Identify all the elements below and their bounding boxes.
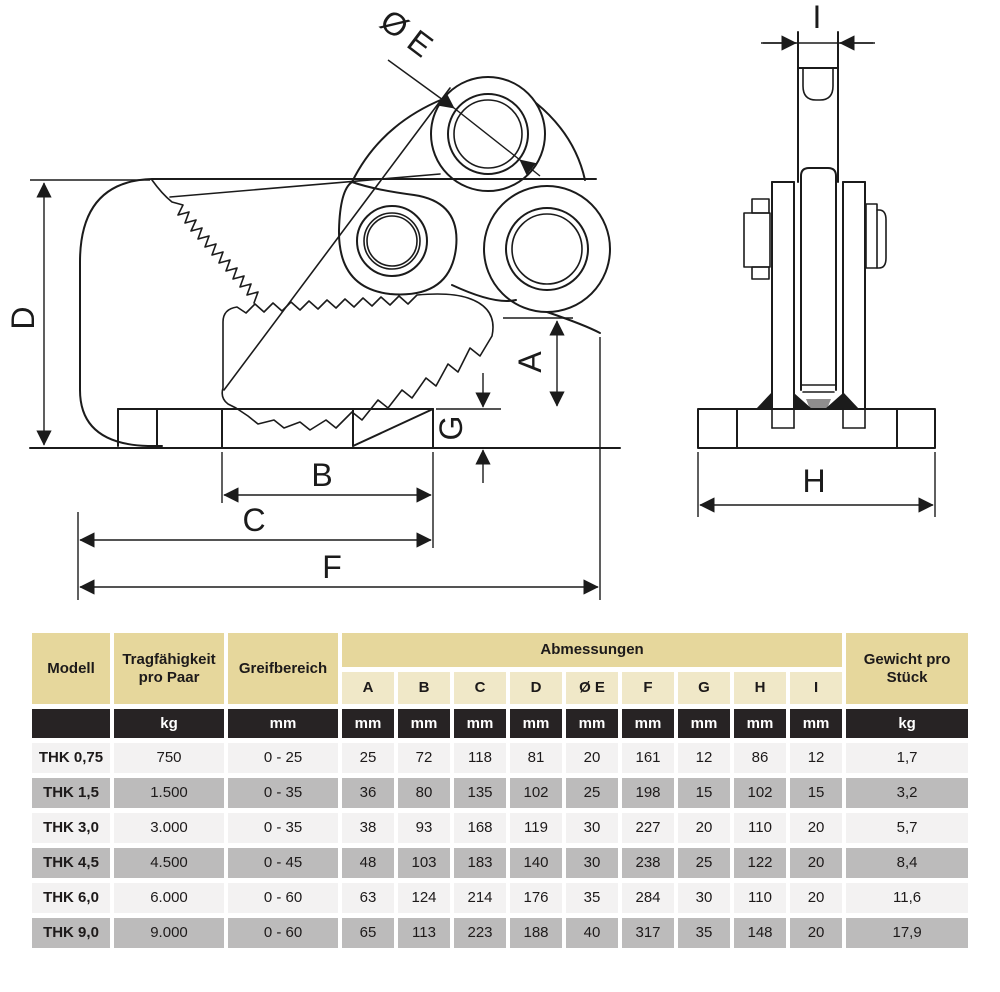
spec-table-body (32, 743, 968, 948)
model-cell: THK 1,5 (32, 778, 110, 808)
side-base (698, 409, 935, 448)
spec-table (28, 628, 972, 953)
dim-label-b: B (311, 457, 333, 493)
side-view (698, 0, 935, 517)
dim-header-cell: G (678, 672, 730, 704)
table-row (32, 778, 968, 808)
value-cell: 227 (622, 813, 674, 843)
cheek-plates (772, 182, 865, 409)
value-cell: 118 (454, 743, 506, 773)
dim-label-i: I (812, 0, 822, 35)
tension-strap-edge (224, 88, 450, 390)
value-cell: 198 (622, 778, 674, 808)
value-cell: 214 (454, 883, 506, 913)
value-cell: 80 (398, 778, 450, 808)
value-cell: 122 (734, 848, 786, 878)
value-cell: 223 (454, 918, 506, 948)
value-cell: 6.000 (114, 883, 224, 913)
dim-label-f: F (322, 549, 342, 585)
table-row (32, 848, 968, 878)
fixed-jaw-serration (152, 180, 258, 303)
value-cell: 124 (398, 883, 450, 913)
value-cell: 8,4 (846, 848, 968, 878)
value-cell: 176 (510, 883, 562, 913)
unit-cell: mm (510, 709, 562, 738)
value-cell: 3,2 (846, 778, 968, 808)
unit-cell: mm (398, 709, 450, 738)
unit-cell: mm (678, 709, 730, 738)
value-cell: 93 (398, 813, 450, 843)
value-cell: 20 (790, 848, 842, 878)
value-cell: 30 (566, 848, 618, 878)
value-cell: 750 (114, 743, 224, 773)
unit-cell: mm (734, 709, 786, 738)
base-plate (118, 409, 433, 448)
unit-cell (32, 709, 110, 738)
value-cell: 25 (342, 743, 394, 773)
value-cell: 36 (342, 778, 394, 808)
front-view (5, 2, 620, 600)
value-cell: 188 (510, 918, 562, 948)
model-cell: THK 3,0 (32, 813, 110, 843)
spec-table-head (32, 633, 968, 738)
table-row (32, 883, 968, 913)
value-cell: 0 - 45 (228, 848, 338, 878)
value-cell: 9.000 (114, 918, 224, 948)
unit-cell: mm (622, 709, 674, 738)
value-cell: 0 - 60 (228, 918, 338, 948)
dim-label-c: C (242, 502, 266, 538)
value-cell: 30 (566, 813, 618, 843)
unit-cell: mm (228, 709, 338, 738)
value-cell: 5,7 (846, 813, 968, 843)
value-cell: 12 (790, 743, 842, 773)
header-modell: Modell (32, 633, 110, 704)
value-cell: 20 (566, 743, 618, 773)
model-cell: THK 0,75 (32, 743, 110, 773)
value-cell: 38 (342, 813, 394, 843)
units-row (32, 709, 968, 738)
dim-label-h: H (802, 463, 826, 499)
table-row (32, 813, 968, 843)
right-hole-outer (506, 208, 588, 290)
value-cell: 103 (398, 848, 450, 878)
value-cell: 35 (678, 918, 730, 948)
value-cell: 0 - 25 (228, 743, 338, 773)
header-abmessungen: Abmessungen (342, 633, 842, 667)
value-cell: 135 (454, 778, 506, 808)
dim-header-cell: D (510, 672, 562, 704)
header-gewicht: Gewicht pro Stück (846, 633, 968, 704)
dim-label-oe: Ø E (373, 2, 440, 65)
center-plate (801, 168, 836, 390)
value-cell: 1,7 (846, 743, 968, 773)
value-cell: 102 (734, 778, 786, 808)
value-cell: 140 (510, 848, 562, 878)
table-row (32, 918, 968, 948)
dim-header-cell: B (398, 672, 450, 704)
right-lug-boss (484, 186, 610, 312)
value-cell: 1.500 (114, 778, 224, 808)
value-cell: 12 (678, 743, 730, 773)
dim-label-g: G (433, 415, 469, 441)
value-cell: 3.000 (114, 813, 224, 843)
arm-bridge (452, 285, 516, 301)
value-cell: 113 (398, 918, 450, 948)
model-cell: THK 9,0 (32, 918, 110, 948)
dim-header-cell: A (342, 672, 394, 704)
value-cell: 119 (510, 813, 562, 843)
dim-header-cell: C (454, 672, 506, 704)
value-cell: 25 (678, 848, 730, 878)
value-cell: 63 (342, 883, 394, 913)
value-cell: 0 - 35 (228, 778, 338, 808)
value-cell: 15 (790, 778, 842, 808)
arm-right-edge (536, 103, 585, 180)
dim-label-d: D (5, 306, 41, 330)
dim-header-cell: Ø E (566, 672, 618, 704)
value-cell: 20 (790, 918, 842, 948)
header-greifbereich: Greifbereich (228, 633, 338, 704)
table-row (32, 743, 968, 773)
value-cell: 48 (342, 848, 394, 878)
value-cell: 238 (622, 848, 674, 878)
unit-cell: mm (342, 709, 394, 738)
value-cell: 15 (678, 778, 730, 808)
value-cell: 110 (734, 883, 786, 913)
wedge-edge (353, 409, 433, 446)
value-cell: 17,9 (846, 918, 968, 948)
pivot-hole-mid (364, 213, 420, 269)
unit-cell: mm (566, 709, 618, 738)
weld-right-outer (843, 392, 859, 409)
dim-header-cell: F (622, 672, 674, 704)
arm-left-edge (352, 99, 443, 182)
lug-to-body (547, 312, 600, 333)
value-cell: 110 (734, 813, 786, 843)
value-cell: 25 (566, 778, 618, 808)
value-cell: 40 (566, 918, 618, 948)
unit-cell: kg (846, 709, 968, 738)
dim-header-cell: H (734, 672, 786, 704)
value-cell: 284 (622, 883, 674, 913)
dim-header-cell: I (790, 672, 842, 704)
model-cell: THK 4,5 (32, 848, 110, 878)
header-tragfaehigkeit: Tragfähigkeit pro Paar (114, 633, 224, 704)
value-cell: 65 (342, 918, 394, 948)
value-cell: 20 (790, 883, 842, 913)
side-dimensions (698, 0, 935, 517)
dim-label-a: A (512, 351, 548, 373)
weld-left-outer (756, 392, 772, 409)
unit-cell: kg (114, 709, 224, 738)
value-cell: 86 (734, 743, 786, 773)
unit-cell: mm (790, 709, 842, 738)
main-header-row (32, 633, 968, 667)
value-cell: 102 (510, 778, 562, 808)
value-cell: 4.500 (114, 848, 224, 878)
value-cell: 30 (678, 883, 730, 913)
unit-cell: mm (454, 709, 506, 738)
value-cell: 168 (454, 813, 506, 843)
value-cell: 35 (566, 883, 618, 913)
value-cell: 20 (790, 813, 842, 843)
value-cell: 81 (510, 743, 562, 773)
value-cell: 11,6 (846, 883, 968, 913)
value-cell: 72 (398, 743, 450, 773)
right-hole-inner (512, 214, 582, 284)
value-cell: 148 (734, 918, 786, 948)
eye-slot (803, 68, 833, 100)
model-cell: THK 6,0 (32, 883, 110, 913)
value-cell: 161 (622, 743, 674, 773)
pivot-hole-inner (367, 216, 417, 266)
value-cell: 20 (678, 813, 730, 843)
value-cell: 0 - 35 (228, 813, 338, 843)
value-cell: 0 - 60 (228, 883, 338, 913)
value-cell: 183 (454, 848, 506, 878)
value-cell: 317 (622, 918, 674, 948)
